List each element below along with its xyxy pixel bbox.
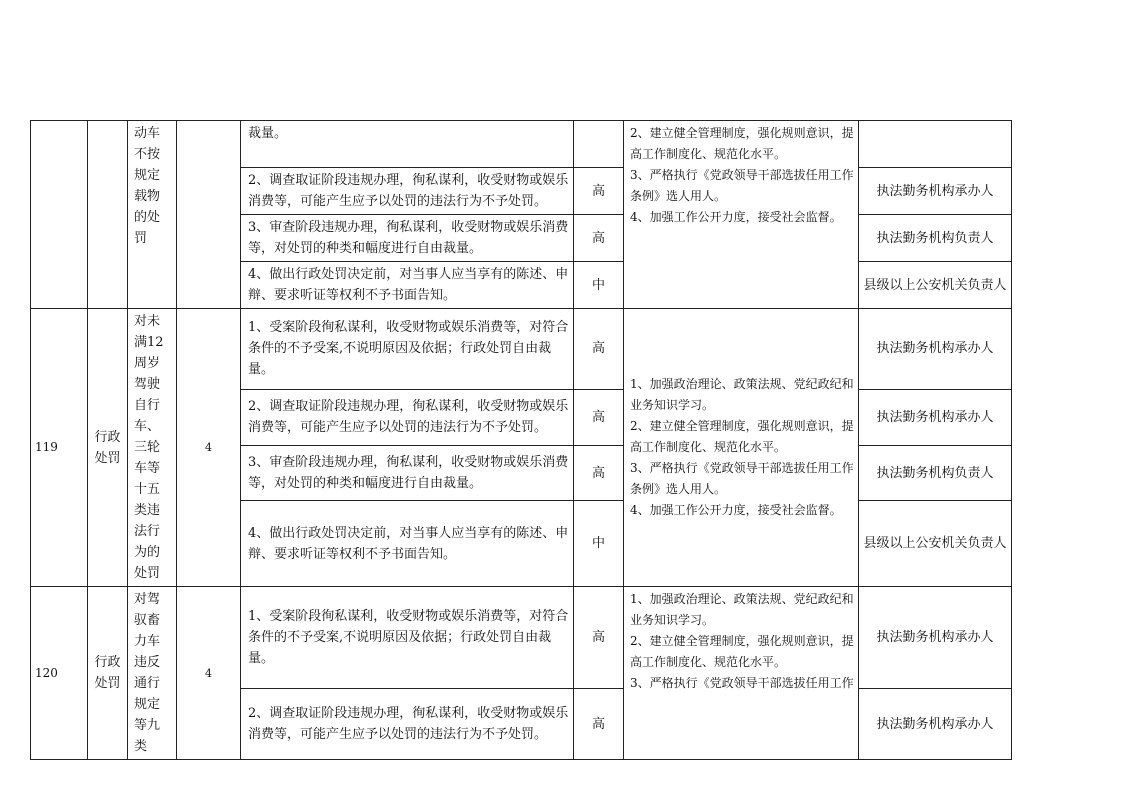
power-item: 对未满12周岁驾驶自行车、三轮车等十五类违法行为的处罚 (128, 309, 177, 587)
risk-count: 4 (177, 309, 241, 587)
responsible-person: 执法勤务机构负责人 (859, 445, 1012, 501)
responsible-person: 执法勤务机构负责人 (859, 215, 1012, 262)
risk-level: 高 (574, 587, 624, 689)
risk-level (574, 121, 624, 168)
responsible-person: 执法勤务机构承办人 (859, 309, 1012, 390)
risk-level: 高 (574, 309, 624, 390)
prevention-measures: 1、加强政治理论、政策法规、党纪政纪和业务知识学习。 2、建立健全管理制度，强化规则意识，提高工作制度化、规范化水平。 3、严格执行《党政领导干部选拔任用工作条例》选人用人。 4、加强工作公开力度，接受社会监督。 (624, 309, 859, 587)
risk-point: 2、调查取证阶段违规办理，徇私谋利，收受财物或娱乐消费等，可能产生应予以处罚的违法行为不予处罚。 (241, 689, 574, 760)
table-row (31, 121, 1012, 168)
responsible-person: 县级以上公安机关负责人 (859, 262, 1012, 309)
power-item: 对驾驭畜力车违反通行规定等九类 (128, 587, 177, 760)
responsible-person: 执法勤务机构承办人 (859, 689, 1012, 760)
risk-level: 高 (574, 445, 624, 501)
risk-point: 2、调查取证阶段违规办理，徇私谋利，收受财物或娱乐消费等，可能产生应予以处罚的违法行为不予处罚。 (241, 168, 574, 215)
risk-level: 高 (574, 168, 624, 215)
risk-point: 裁量。 (241, 121, 574, 168)
risk-count (177, 121, 241, 309)
row-number (31, 121, 88, 309)
risk-level: 高 (574, 389, 624, 445)
row-number: 120 (31, 587, 88, 760)
risk-level: 高 (574, 689, 624, 760)
table-row (31, 309, 1012, 390)
risk-point: 2、调查取证阶段违规办理，徇私谋利，收受财物或娱乐消费等，可能产生应予以处罚的违法行为不予处罚。 (241, 389, 574, 445)
risk-point: 1、受案阶段徇私谋利，收受财物或娱乐消费等，对符合条件的不予受案,不说明原因及依据；行政处罚自由裁量。 (241, 309, 574, 390)
responsible-person: 执法勤务机构承办人 (859, 389, 1012, 445)
risk-level: 中 (574, 262, 624, 309)
risk-count: 4 (177, 587, 241, 760)
responsible-person: 执法勤务机构承办人 (859, 168, 1012, 215)
row-number: 119 (31, 309, 88, 587)
power-type: 行政处罚 (88, 309, 128, 587)
power-type: 行政处罚 (88, 587, 128, 760)
table-row (31, 587, 1012, 689)
responsible-person: 县级以上公安机关负责人 (859, 501, 1012, 587)
risk-level: 中 (574, 501, 624, 587)
risk-level: 高 (574, 215, 624, 262)
power-type (88, 121, 128, 309)
risk-point: 3、审查阶段违规办理，徇私谋利，收受财物或娱乐消费等，对处罚的种类和幅度进行自由裁量。 (241, 215, 574, 262)
responsible-person (859, 121, 1012, 168)
risk-point: 3、审查阶段违规办理，徇私谋利，收受财物或娱乐消费等，对处罚的种类和幅度进行自由裁量。 (241, 445, 574, 501)
prevention-measures: 1、加强政治理论、政策法规、党纪政纪和业务知识学习。 2、建立健全管理制度，强化规则意识，提高工作制度化、规范化水平。 3、严格执行《党政领导干部选拔任用工作 (624, 587, 859, 760)
risk-point: 4、做出行政处罚决定前，对当事人应当享有的陈述、申辩、要求听证等权利不予书面告知。 (241, 501, 574, 587)
risk-point: 1、受案阶段徇私谋利，收受财物或娱乐消费等，对符合条件的不予受案,不说明原因及依据；行政处罚自由裁量。 (241, 587, 574, 689)
power-item: 动车不按规定载物的处罚 (128, 121, 177, 309)
responsible-person: 执法勤务机构承办人 (859, 587, 1012, 689)
prevention-measures: 2、建立健全管理制度，强化规则意识，提高工作制度化、规范化水平。 3、严格执行《党政领导干部选拔任用工作条例》选人用人。 4、加强工作公开力度，接受社会监督。 (624, 121, 859, 309)
risk-table (30, 120, 1012, 760)
risk-point: 4、做出行政处罚决定前，对当事人应当享有的陈述、申辩、要求听证等权利不予书面告知。 (241, 262, 574, 309)
